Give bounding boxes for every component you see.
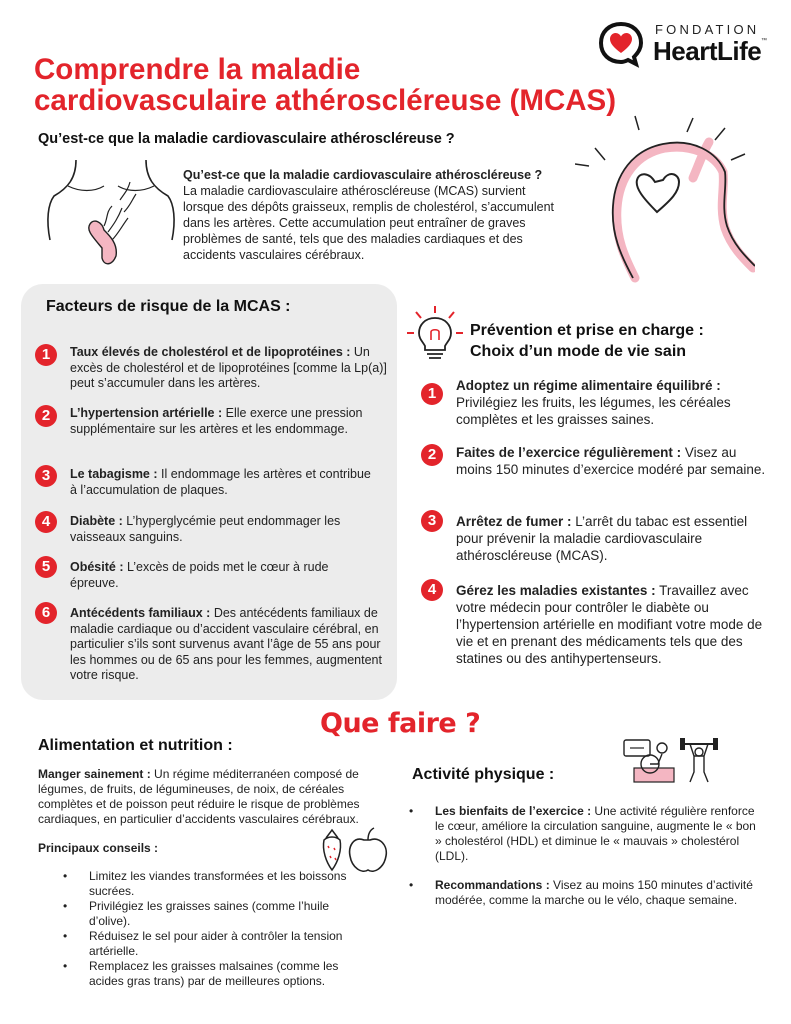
activite-item-2	[409, 878, 765, 908]
conseil-item-2-text: Privilégiez les graisses saines (comme l’huile d’olive).	[89, 899, 330, 928]
risk-item-1	[70, 345, 388, 392]
prevention-item-3-text: L’arrêt du tabac est essentiel pour prévenir la maladie cardiovasculaire athéroscléreuse (MCAS).	[456, 514, 748, 563]
prevention-item-4-text: Travaillez avec votre médecin pour contrôler le diabète ou l’hypertension artérielle en modifiant votre mode de vie et en prenant des médicaments tels que des statines ou des antihypertenseurs.	[456, 583, 763, 666]
risk-number-5: 5	[35, 556, 57, 578]
logo-brand-text: HeartLife	[653, 36, 762, 66]
conseil-item-3	[63, 929, 374, 959]
activite-title: Activité physique :	[412, 766, 555, 783]
lightbulb-icon	[405, 304, 465, 364]
bullet-dot: •	[409, 878, 414, 892]
alimentation-title: Alimentation et nutrition :	[38, 737, 233, 754]
prevention-title-line-1: Prévention et prise en charge :	[470, 322, 704, 339]
prevention-number-1: 1	[421, 383, 443, 405]
alimentation-text	[38, 767, 388, 827]
activite-item-1-text: Une activité régulière renforce le cœur, améliore la circulation sanguine, augmente le « bon » cholestérol (HDL) et diminue le « mauvais » cholestérol (LDL).	[435, 804, 756, 863]
prevention-item-1-head: Adoptez un régime alimentaire équilibré :	[456, 378, 721, 393]
risk-item-2	[70, 406, 375, 437]
prevention-number-2: 2	[421, 444, 443, 466]
bullet-dot: •	[63, 929, 68, 943]
risk-item-4-head: Diabète :	[70, 514, 123, 528]
risk-item-4	[70, 514, 375, 545]
risk-number-2: 2	[35, 405, 57, 427]
conseil-item-3-text: Réduisez le sel pour aider à contrôler la tension artérielle.	[89, 929, 343, 958]
risk-item-2-text: Elle exerce une pression supplémentaire sur les artères et les endommage.	[70, 406, 363, 436]
conseil-item-4-text: Remplacez les graisses malsaines (comme les acides gras trans) par de meilleures options.	[89, 959, 339, 988]
conseil-item-2	[63, 899, 364, 929]
title-line-1: Comprendre la maladie	[34, 53, 361, 86]
prevention-item-3-head: Arrêtez de fumer :	[456, 514, 572, 529]
intro-question: Qu’est-ce que la maladie cardiovasculaire athéroscléreuse ?	[183, 168, 543, 182]
alimentation-body: Un régime méditerranéen composé de légumes, de fruits, de légumineuses, de noix, de céréales complètes et de poisson peut réduire le risque de problèmes cardiaques, en particulier d’accidents vasculaires cérébraux.	[38, 767, 360, 826]
bullet-dot: •	[63, 959, 68, 973]
risk-item-1-text: Un excès de cholestérol et de lipoprotéines [comme la Lp(a)] peut s’accumuler dans les artères.	[70, 345, 387, 390]
risk-item-3	[70, 467, 375, 498]
risk-number-4: 4	[35, 511, 57, 533]
prevention-number-4: 4	[421, 579, 443, 601]
risk-item-3-head: Le tabagisme :	[70, 467, 158, 481]
risk-item-6-text: Des antécédents familiaux de maladie cardiaque ou d’accident vasculaire cérébral, en particulier s’ils sont survenus avant l’âge de 55 ans pour les hommes ou de 65 ans pour les femmes, augmentent votre risque.	[70, 606, 382, 682]
que-faire-heading: Que faire ?	[320, 708, 481, 739]
prevention-item-3	[456, 513, 762, 564]
prevention-item-2-head: Faites de l’exercice régulièrement :	[456, 445, 682, 460]
conseil-item-1	[63, 869, 374, 899]
title-line-2: cardiovasculaire athéroscléreuse (MCAS)	[34, 84, 617, 117]
prevention-item-2-text: Visez au moins 150 minutes d’exercice modéré par semaine.	[456, 445, 766, 477]
conseils-title: Principaux conseils :	[38, 841, 159, 855]
prevention-item-4	[456, 582, 766, 667]
exercise-illustration	[620, 734, 720, 786]
conseil-item-1-text: Limitez les viandes transformées et les boissons sucrées.	[89, 869, 347, 898]
risk-item-1-head: Taux élevés de cholestérol et de lipoprotéines :	[70, 345, 351, 359]
activite-item-2-text: Visez au moins 150 minutes d’activité modérée, comme la marche ou le vélo, chaque semaine.	[435, 878, 753, 907]
activite-item-1	[409, 804, 765, 864]
bullet-dot: •	[409, 804, 414, 818]
risk-item-5-head: Obésité :	[70, 560, 124, 574]
prevention-number-3: 3	[421, 510, 443, 532]
prevention-title	[470, 320, 704, 362]
head-heart-illustration	[575, 108, 755, 293]
alimentation-head: Manger sainement :	[38, 767, 151, 781]
torso-heart-illustration	[46, 160, 176, 285]
prevention-title-line-2: Choix d’un mode de vie sain	[470, 343, 687, 360]
risk-number-1: 1	[35, 344, 57, 366]
page-title	[34, 54, 674, 116]
prevention-item-2	[456, 444, 766, 478]
risk-item-2-head: L’hypertension artérielle :	[70, 406, 223, 420]
risk-item-4-text: L’hyperglycémie peut endommager les vaisseaux sanguins.	[70, 514, 341, 544]
risk-item-5	[70, 560, 375, 591]
page-subtitle: Qu’est-ce que la maladie cardiovasculaire athéroscléreuse ?	[38, 131, 455, 147]
risk-factors-title: Facteurs de risque de la MCAS :	[46, 298, 291, 315]
risk-item-5-text: L’excès de poids met le cœur à rude épreuve.	[70, 560, 329, 590]
risk-item-6	[70, 606, 388, 684]
activite-item-2-head: Recommandations :	[435, 878, 550, 892]
risk-item-6-head: Antécédents familiaux :	[70, 606, 211, 620]
logo-fondation-text: FONDATION	[655, 22, 760, 37]
bullet-dot: •	[63, 869, 68, 883]
risk-item-3-text: Il endommage les artères et contribue à l’accumulation de plaques.	[70, 467, 371, 497]
logo-trademark: ™	[761, 38, 767, 44]
risk-number-6: 6	[35, 602, 57, 624]
risk-number-3: 3	[35, 465, 57, 487]
intro-block	[183, 167, 568, 263]
conseil-item-4	[63, 959, 374, 989]
activite-item-1-head: Les bienfaits de l’exercice :	[435, 804, 592, 818]
prevention-item-4-head: Gérez les maladies existantes :	[456, 583, 656, 598]
bullet-dot: •	[63, 899, 68, 913]
prevention-item-1	[456, 377, 766, 428]
intro-text: La maladie cardiovasculaire athéroscléreuse (MCAS) survient lorsque des dépôts graisseux, remplis de cholestérol, s’accumulent dans les artères. Cette accumulation peut entraîner de graves problèmes de santé, tels que des maladies cardiaques et des accidents vasculaires cérébraux.	[183, 184, 555, 262]
prevention-item-1-text: Privilégiez les fruits, les légumes, les céréales complètes et les graisses saines.	[456, 395, 731, 427]
